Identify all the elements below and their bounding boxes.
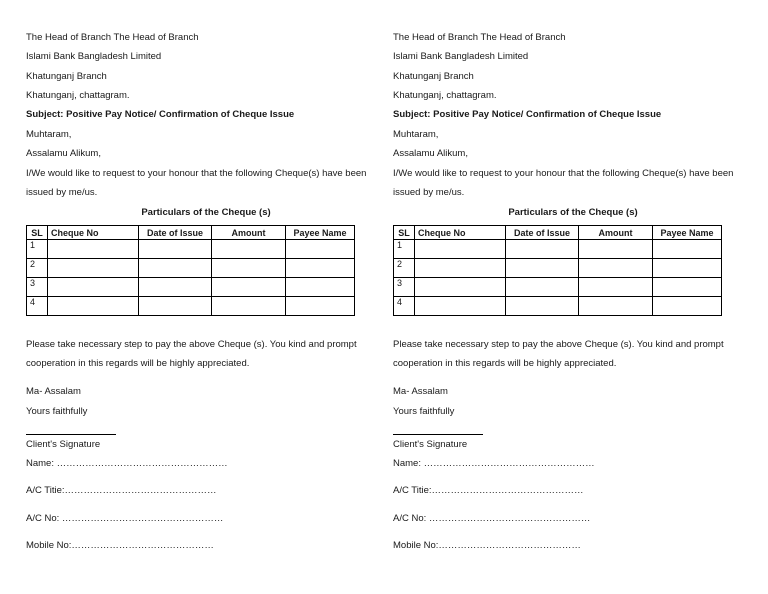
payee-cell[interactable] bbox=[286, 240, 355, 259]
body-line-1: I/We would like to request to your honour that the following Cheque(s) have been bbox=[393, 168, 734, 179]
mobile-field[interactable]: Mobile No:……………………………………… bbox=[26, 540, 214, 551]
subject-line: Subject: Positive Pay Notice/ Confirmation of Cheque Issue bbox=[393, 109, 662, 120]
name-field[interactable]: Name: ……………………………………………… bbox=[26, 458, 228, 469]
table-row bbox=[27, 259, 355, 278]
salutation-muhtaram: Muhtaram, bbox=[393, 129, 439, 140]
body-line-2: issued by me/us. bbox=[26, 187, 98, 198]
ac-title-field[interactable]: A/C Titie:………………………………………… bbox=[393, 485, 584, 496]
col-header-cheque-no: Cheque No bbox=[48, 226, 139, 240]
body-line-2: issued by me/us. bbox=[393, 187, 465, 198]
table-row bbox=[394, 297, 722, 316]
signature-line bbox=[26, 434, 116, 435]
cheque-no-cell[interactable] bbox=[415, 259, 506, 278]
amount-cell[interactable] bbox=[212, 240, 286, 259]
table-title: Particulars of the Cheque (s) bbox=[508, 207, 638, 218]
cheque-no-cell[interactable] bbox=[48, 278, 139, 297]
col-header-sl: SL bbox=[394, 226, 415, 240]
table-row bbox=[394, 259, 722, 278]
row-sl: 3 bbox=[27, 278, 48, 297]
recipient-line-1: The Head of Branch The Head of Branch bbox=[393, 32, 566, 43]
recipient-line-3: Khatunganj Branch bbox=[393, 71, 474, 82]
col-header-cheque-no: Cheque No bbox=[415, 226, 506, 240]
ac-title-field[interactable]: A/C Titie:………………………………………… bbox=[26, 485, 217, 496]
cheque-no-cell[interactable] bbox=[415, 240, 506, 259]
amount-cell[interactable] bbox=[212, 278, 286, 297]
payee-cell[interactable] bbox=[286, 259, 355, 278]
date-cell[interactable] bbox=[506, 240, 579, 259]
row-sl: 4 bbox=[27, 297, 48, 316]
row-sl: 1 bbox=[27, 240, 48, 259]
salutation-assalamu: Assalamu Alikum, bbox=[393, 148, 468, 159]
amount-cell[interactable] bbox=[212, 297, 286, 316]
ac-no-field[interactable]: A/C No: …………………………………………… bbox=[393, 513, 591, 524]
payee-cell[interactable] bbox=[653, 278, 722, 297]
date-cell[interactable] bbox=[139, 240, 212, 259]
col-header-amount: Amount bbox=[579, 226, 653, 240]
col-header-date: Date of Issue bbox=[506, 226, 579, 240]
closing-line-2: cooperation in this regards will be highly appreciated. bbox=[393, 358, 617, 369]
cheque-table bbox=[393, 225, 722, 316]
signature-label: Client's Signature bbox=[26, 439, 101, 450]
table-row bbox=[394, 240, 722, 259]
recipient-line-4: Khatunganj, chattagram. bbox=[393, 90, 497, 101]
amount-cell[interactable] bbox=[579, 259, 653, 278]
cheque-no-cell[interactable] bbox=[48, 259, 139, 278]
signature-label: Client's Signature bbox=[393, 439, 468, 450]
table-header-row bbox=[27, 226, 355, 240]
amount-cell[interactable] bbox=[212, 259, 286, 278]
subject-line: Subject: Positive Pay Notice/ Confirmation of Cheque Issue bbox=[26, 109, 295, 120]
date-cell[interactable] bbox=[139, 278, 212, 297]
payee-cell[interactable] bbox=[286, 297, 355, 316]
table-header-row bbox=[394, 226, 722, 240]
table-row bbox=[394, 278, 722, 297]
row-sl: 1 bbox=[394, 240, 415, 259]
closing-line-1: Please take necessary step to pay the above Cheque (s). You kind and prompt bbox=[393, 339, 724, 350]
payee-cell[interactable] bbox=[653, 240, 722, 259]
yours-faithfully: Yours faithfully bbox=[26, 406, 88, 417]
salutation-assalamu: Assalamu Alikum, bbox=[26, 148, 101, 159]
amount-cell[interactable] bbox=[579, 240, 653, 259]
name-field[interactable]: Name: ……………………………………………… bbox=[393, 458, 595, 469]
payee-cell[interactable] bbox=[286, 278, 355, 297]
recipient-line-2: Islami Bank Bangladesh Limited bbox=[393, 51, 529, 62]
col-header-payee: Payee Name bbox=[653, 226, 722, 240]
date-cell[interactable] bbox=[506, 297, 579, 316]
signature-line bbox=[393, 434, 483, 435]
ac-no-field[interactable]: A/C No: …………………………………………… bbox=[26, 513, 224, 524]
date-cell[interactable] bbox=[139, 297, 212, 316]
cheque-table bbox=[26, 225, 355, 316]
row-sl: 4 bbox=[394, 297, 415, 316]
col-header-sl: SL bbox=[27, 226, 48, 240]
table-row bbox=[27, 278, 355, 297]
body-line-1: I/We would like to request to your honour that the following Cheque(s) have been bbox=[26, 168, 367, 179]
date-cell[interactable] bbox=[506, 278, 579, 297]
salutation-muhtaram: Muhtaram, bbox=[26, 129, 72, 140]
closing-line-1: Please take necessary step to pay the above Cheque (s). You kind and prompt bbox=[26, 339, 357, 350]
col-header-amount: Amount bbox=[212, 226, 286, 240]
table-title: Particulars of the Cheque (s) bbox=[141, 207, 271, 218]
amount-cell[interactable] bbox=[579, 297, 653, 316]
date-cell[interactable] bbox=[139, 259, 212, 278]
cheque-no-cell[interactable] bbox=[48, 297, 139, 316]
closing-line-2: cooperation in this regards will be highly appreciated. bbox=[26, 358, 250, 369]
regards-line: Ma- Assalam bbox=[393, 386, 448, 397]
row-sl: 2 bbox=[394, 259, 415, 278]
yours-faithfully: Yours faithfully bbox=[393, 406, 455, 417]
recipient-line-3: Khatunganj Branch bbox=[26, 71, 107, 82]
amount-cell[interactable] bbox=[579, 278, 653, 297]
col-header-payee: Payee Name bbox=[286, 226, 355, 240]
row-sl: 2 bbox=[27, 259, 48, 278]
payee-cell[interactable] bbox=[653, 297, 722, 316]
table-row bbox=[27, 240, 355, 259]
table-row bbox=[27, 297, 355, 316]
date-cell[interactable] bbox=[506, 259, 579, 278]
cheque-no-cell[interactable] bbox=[415, 278, 506, 297]
regards-line: Ma- Assalam bbox=[26, 386, 81, 397]
col-header-date: Date of Issue bbox=[139, 226, 212, 240]
cheque-no-cell[interactable] bbox=[415, 297, 506, 316]
recipient-line-1: The Head of Branch The Head of Branch bbox=[26, 32, 199, 43]
row-sl: 3 bbox=[394, 278, 415, 297]
payee-cell[interactable] bbox=[653, 259, 722, 278]
mobile-field[interactable]: Mobile No:……………………………………… bbox=[393, 540, 581, 551]
recipient-line-4: Khatunganj, chattagram. bbox=[26, 90, 130, 101]
recipient-line-2: Islami Bank Bangladesh Limited bbox=[26, 51, 162, 62]
cheque-no-cell[interactable] bbox=[48, 240, 139, 259]
